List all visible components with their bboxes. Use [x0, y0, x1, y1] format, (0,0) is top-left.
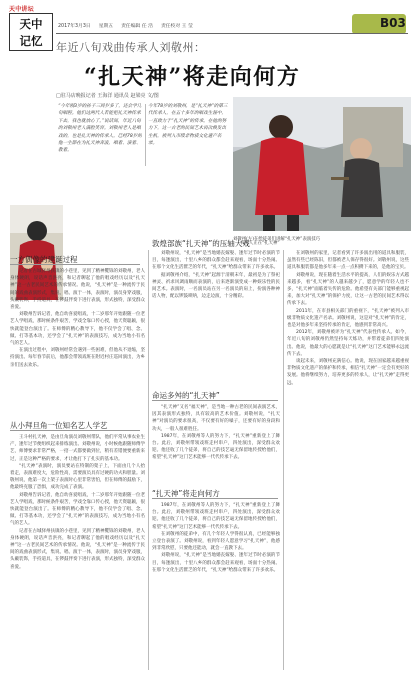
section-title-1: 一方偶像的建诞过程: [10, 255, 78, 264]
paragraph: 记者在古城驿州扶镇的小巷里，见到了精神矍铄的刘敬州，老人身体硬朗，说话声音洪亮，和记者聊起了他的唱戏经历以及“扎天神”这一古老民间艺术的传承情况。他说，“扎天神”是一种流传于民间的戏曲表演形式，集说、唱、演于一体，表演时，演员身穿戏服，头戴装饰，手持道具，在锣鼓伴奏下进行表演，形式独特，深受群众喜爱。: [10, 528, 145, 570]
intro-divider: [145, 104, 146, 166]
column-1-bottom: [10, 434, 145, 670]
masthead-label: 天中讲坛: [9, 6, 34, 13]
section-title-4: 命运多舛的“扎天神”: [152, 391, 220, 400]
paragraph: “扎天神”又名“福天神”，是当地一种古老的民间表演艺术，因其表演形式独特，具有较高的艺术价值。刘敬州说，“扎天神”对演员的要求很高，不仅要有好的嗓子，还要有好的身段和功夫，一般人很难胜任。: [152, 405, 280, 432]
header-divider: [56, 33, 408, 34]
paragraph: “扎天神”表演时，演员要站在特制的架子上，下面由几个人抬着走，表演难度大，危险性高，需要演员具有过硬的功夫和胆量。刘敬州说，他第一次上架子表演时心里非常害怕，但在师傅的鼓励下，他最终克服了恐惧，成功完成了表演。: [10, 463, 145, 491]
masthead-box: [9, 13, 53, 51]
paragraph: 据刘敬州介绍，“扎天神”起源于清朝末年，最初是为了祭祀神灵、祈求风调雨顺而表演的，后来逐渐演变成一种娱乐性的民间艺术。表演时，一名演员站在另一名演员的肩上，扮演各种神话人物，配以锣鼓唢呐，边走边演，十分精彩。: [152, 272, 280, 300]
column-2-middle: [152, 404, 280, 482]
column-divider-1: [148, 250, 149, 670]
issue-weekday: 星期五: [98, 24, 114, 29]
column-name-line2: 记忆: [19, 34, 43, 48]
paragraph: 刘敬州说，“扎天神”是当地婚丧嫁娶、逢年过节时必演的节目，每逢演出，十里八乡的群众都会赶来观看，场面十分热闹。在那个文化生活匮乏的年代，“扎天神”给群众带来了许多欢乐。: [152, 251, 280, 271]
section-rule-5: [152, 498, 278, 499]
paragraph: 王斗村扎天神，是由旦角演员刘敬州带队，他们平常从事农业生产，逢年过节便组织起来排练演出。刘敬州说，小时候他跟随师傅学艺，师傅要求非常严格，一招一式都要做到位，稍有差错便要重新来过，正是这种严格的要求，才让他打下了扎实的基本功。: [10, 435, 145, 462]
section-rule-2: [10, 430, 140, 431]
designer-credit: 责任校对 王 莹: [160, 24, 193, 29]
paragraph: 记者在古城驿州扶镇的小巷里，见到了精神矍铄的刘敬州，老人身体硬朗，说话声音洪亮，和记者聊起了他的唱戏经历以及“扎天神”这一古老民间艺术的传承情况。他说，“扎天神”是一种流传于民间的戏曲表演形式，集说、唱、演于一体，表演时，演员身穿戏服，头戴装饰，手持道具，在锣鼓伴奏下进行表演，形式独特，深受群众喜爱。: [10, 269, 145, 311]
paragraph: 刘敬州说，现在随着生活水平的提高，人们的娱乐方式越来越多，看“扎天神”的人越来越少了，愿意学的年轻人也不多，“扎天神”面临着失传的危险。他希望有关部门能够重视起来，加大对“扎天神”的保护力度，让这一古老的民间艺术得以传承下去。: [287, 272, 409, 307]
paragraph: 1987年，在刘敬州等人的努力下，“扎天神”重新登上了舞台。此后，刘敬州带领戏班走村串户，四处演出，深受群众欢迎。他还收了几个徒弟，将自己的技艺毫无保留地传授给他们，希望“扎天神”这门艺术能够一代代传承下去。: [152, 433, 280, 461]
photo-performers: [233, 97, 411, 231]
paragraph: 2011年，在市县相关部门的重视下，“扎天神”被列入市级非物质文化遗产名录。刘敬州说，这是对“扎天神”的肯定，也是对他多年来坚持传承的肯定，他感到非常高兴。: [287, 308, 409, 329]
paragraph: 刘敬州告诉记者，他自幼喜爱唱戏，十二岁那年开始跟随一位老艺人学唱戏，那时候条件艰苦，学戏全靠口传心授，他天资聪颖，很快就能登台演出了。在师傅的精心教导下，他不仅学会了唱、念、做、打等基本功，还学会了“扎天神”的表演技巧，成为当地小有名气的艺人。: [10, 312, 145, 347]
section-rule-1: [10, 264, 140, 265]
photo-caption-right: 刘敬州(左)在给徒弟们讲解“扎天神”表演技巧: [233, 237, 321, 242]
paragraph: 在刘敬州的徒弟中，有几个年轻人学得很认真，已经能够独立登台表演了。刘敬州说，看到年轻人愿意学习“扎天神”，他感到非常欣慰，只要他还能动，就会一直教下去。: [152, 531, 280, 552]
article-byline: □驻马店晚报记者 王海洋 通讯员 赵梁亮 文/图: [56, 93, 159, 99]
paragraph: 谈起未来，刘敬州充满信心。他说，现在国家越来越重视非物质文化遗产的保护和传承，相信“扎天神”一定会有更好的发展。他将继续努力，培养更多的传承人，让“扎天神”走得更远。: [287, 359, 409, 386]
header-meta: [58, 22, 348, 31]
section-title-2: 从小拜旦角一位知名艺人学艺: [10, 421, 108, 430]
column-2-top: [152, 250, 280, 385]
editor-credit: 责任编辑 任 浩: [121, 24, 153, 29]
column-name-line1: 天中: [19, 17, 43, 31]
column-1-top: [10, 268, 145, 413]
article-headline: “扎天神”将走向何方: [84, 64, 301, 90]
column-divider-2: [283, 250, 284, 670]
paragraph: 1987年，在刘敬州等人的努力下，“扎天神”重新登上了舞台。此后，刘敬州带领戏班走村串户，四处演出，深受群众欢迎。他还收了几个徒弟，将自己的技艺毫无保留地传授给他们，希望“扎天神”这门艺术能够一代代传承下去。: [152, 503, 280, 530]
article-kicker: 年近八旬戏曲传承人刘敬州：: [56, 41, 206, 54]
masthead: [9, 4, 53, 50]
paragraph: 2012年，刘敬州被评为“扎天神”代表性传承人。如今，年近八旬的刘敬州仍然坚持每天练功，并带着徒弟们四处演出。他说，他最大的心愿就是让“扎天神”这门艺术能够永远流传下去。: [287, 330, 409, 357]
page-number: B03: [380, 16, 406, 30]
column-3: [287, 250, 409, 670]
section-title-3: 敦煌部族“扎天神”的压轴大戏: [152, 239, 250, 248]
issue-date: 2017年3月3日: [58, 24, 91, 29]
paragraph: 刘敬州说，“扎天神”是当地婚丧嫁娶、逢年过节时必演的节目，每逢演出，十里八乡的群众都会赶来观看，场面十分热闹。在那个文化生活匮乏的年代，“扎天神”给群众带来了许多欢乐。: [152, 553, 280, 573]
intro-left: “今年刚3岁的孙子三周岁多了，还会学几句唱腔。他们这两代人若能把扎天神传承下去，我也就放心了。”说话间，年近八旬的刘敬州老人满脸笑容。刘敬州老人是唱戏的，也是扎天神的传承人。已经78岁的他一生都在为扎天神奔波，唱着、演着、教着。: [58, 104, 142, 154]
column-2-bottom: [152, 502, 280, 670]
section-title-5: “扎天神”将走向何方: [152, 489, 220, 498]
paragraph: 在刘敬州的家里，记者看到了许多演出用的道具和服装，虽然有些已经陈旧，但都被老人保存得很好。刘敬州说，这些道具和服装都是他多年来一点一点积攒下来的，是他的宝贝。: [287, 251, 409, 271]
intro-right: 今年78岁的刘敬州，是“扎天神”的第三代传承人，在五十多年的唱戏生涯中，一直致力于“扎天神”的传承。在他的努力下，这一古老的民间艺术再次焕发出生机，被列入市级非物质文化遗产名录。: [148, 104, 228, 147]
paragraph: 在演出过程中，刘敬州经常会遇到一些困难，但他从不退缩，坚持演出。每年春节前后，他都会带领戏班在附近村庄巡回演出，为乡亲们送去欢乐。: [10, 348, 145, 368]
section-rule-4: [152, 400, 278, 401]
paragraph: 刘敬州告诉记者，他自幼喜爱唱戏，十二岁那年开始跟随一位老艺人学唱戏，那时候条件艰苦，学戏全靠口传心授，他天资聪颖，很快就能登台演出了。在师傅的精心教导下，他不仅学会了唱、念、做、打等基本功，还学会了“扎天神”的表演技巧，成为当地小有名气的艺人。: [10, 492, 145, 527]
photo-caption-bottom: 农村人正在“扎天神”: [240, 241, 280, 246]
